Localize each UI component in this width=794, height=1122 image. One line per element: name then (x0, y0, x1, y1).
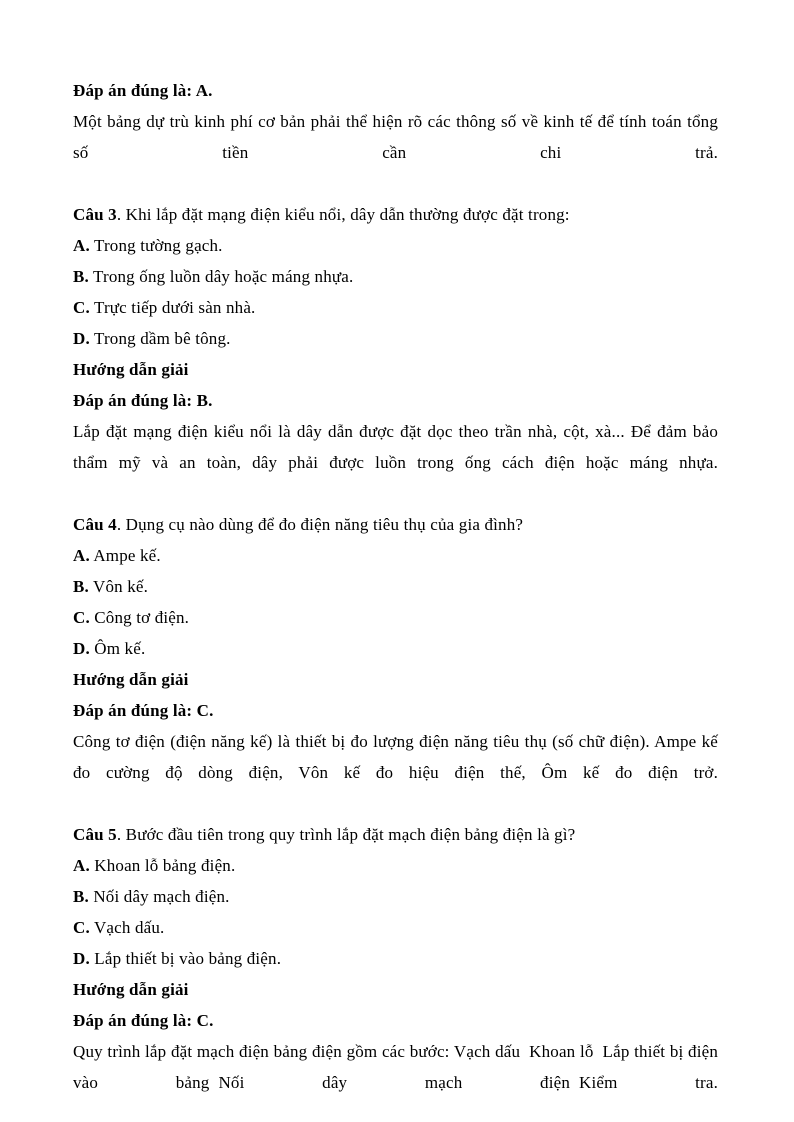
option-letter: C. (73, 608, 90, 627)
question-line (73, 199, 718, 230)
option-letter: A. (73, 236, 90, 255)
answer-line: Đáp án đúng là: B. (73, 391, 213, 410)
question-label: Câu 4 (73, 515, 117, 534)
question-text: . Dụng cụ nào dùng để đo điện năng tiêu thụ của gia đình? (116, 515, 524, 534)
option-letter: A. (73, 856, 90, 875)
option-letter: D. (73, 329, 90, 348)
question-line (73, 509, 718, 540)
option-letter: C. (73, 298, 90, 317)
option-b (73, 261, 718, 292)
question-text: . Bước đầu tiên trong quy trình lắp đặt mạch điện bảng điện là gì? (116, 825, 576, 844)
process-intro: Quy trình lắp đặt mạch điện bảng điện gồm các bước: (73, 1042, 454, 1061)
option-text: Ôm kế. (89, 639, 146, 658)
option-text: Trong tường gạch. (89, 236, 223, 255)
option-b (73, 571, 718, 602)
solution-heading: Hướng dẫn giải (73, 670, 189, 689)
option-a (73, 230, 718, 261)
question-line (73, 819, 718, 850)
question-text: . Khi lắp đặt mạng điện kiểu nổi, dây dẫn thường được đặt trong: (116, 205, 570, 224)
process-step: Vạch dấu (453, 1042, 521, 1061)
option-d (73, 323, 718, 354)
process-step: Lắp thiết bị điện vào bảng (73, 1042, 718, 1092)
document-body (73, 75, 718, 1122)
process-step-separator (570, 1067, 579, 1098)
answer-line: Đáp án đúng là: A. (73, 81, 213, 100)
explanation-paragraph: Công tơ điện (điện năng kế) là thiết bị đo lượng điện năng tiêu thụ (số chữ điện). Ampe kế đo cường độ dòng điện, Vôn kế đo hiệu điện thế, Ôm kế đo điện trở. (73, 732, 718, 782)
solution-heading: Hướng dẫn giải (73, 980, 189, 999)
option-letter: A. (73, 546, 90, 565)
option-letter: B. (73, 267, 89, 286)
process-step-separator (520, 1036, 529, 1067)
option-b (73, 881, 718, 912)
option-a (73, 850, 718, 881)
option-c (73, 912, 718, 943)
option-letter: D. (73, 639, 90, 658)
option-text: Công tơ điện. (89, 608, 190, 627)
option-d (73, 633, 718, 664)
option-letter: D. (73, 949, 90, 968)
process-step: Khoan lỗ (529, 1042, 594, 1061)
process-paragraph (73, 1036, 718, 1122)
option-c (73, 602, 718, 633)
process-step: Nối dây mạch điện (218, 1073, 571, 1092)
answer-line: Đáp án đúng là: C. (73, 701, 214, 720)
question-label: Câu 5 (73, 825, 117, 844)
option-letter: B. (73, 577, 89, 596)
option-letter: B. (73, 887, 89, 906)
option-text: Nối dây mạch điện. (88, 887, 230, 906)
explanation-paragraph: Một bảng dự trù kinh phí cơ bản phải thể hiện rõ các thông số về kinh tế để tính toán tổng số tiền cần chi trả. (73, 112, 718, 162)
option-a (73, 540, 718, 571)
answer-line: Đáp án đúng là: C. (73, 1011, 214, 1030)
process-step: Kiểm tra. (579, 1073, 719, 1092)
option-text: Ampe kế. (89, 546, 161, 565)
option-text: Lắp thiết bị vào bảng điện. (89, 949, 282, 968)
option-text: Trong dầm bê tông. (89, 329, 231, 348)
process-step-separator (594, 1036, 603, 1067)
option-c (73, 292, 718, 323)
option-letter: C. (73, 918, 90, 937)
option-text: Vạch dấu. (89, 918, 165, 937)
option-text: Trực tiếp dưới sàn nhà. (89, 298, 256, 317)
option-d (73, 943, 718, 974)
option-text: Vôn kế. (88, 577, 149, 596)
solution-heading: Hướng dẫn giải (73, 360, 189, 379)
question-label: Câu 3 (73, 205, 117, 224)
explanation-paragraph: Lắp đặt mạng điện kiểu nổi là dây dẫn được đặt dọc theo trần nhà, cột, xà... Để đảm bảo thẩm mỹ và an toàn, dây phải được luồn trong ống cách điện hoặc máng nhựa. (73, 422, 718, 472)
option-text: Trong ống luồn dây hoặc máng nhựa. (88, 267, 354, 286)
option-text: Khoan lỗ bảng điện. (89, 856, 236, 875)
